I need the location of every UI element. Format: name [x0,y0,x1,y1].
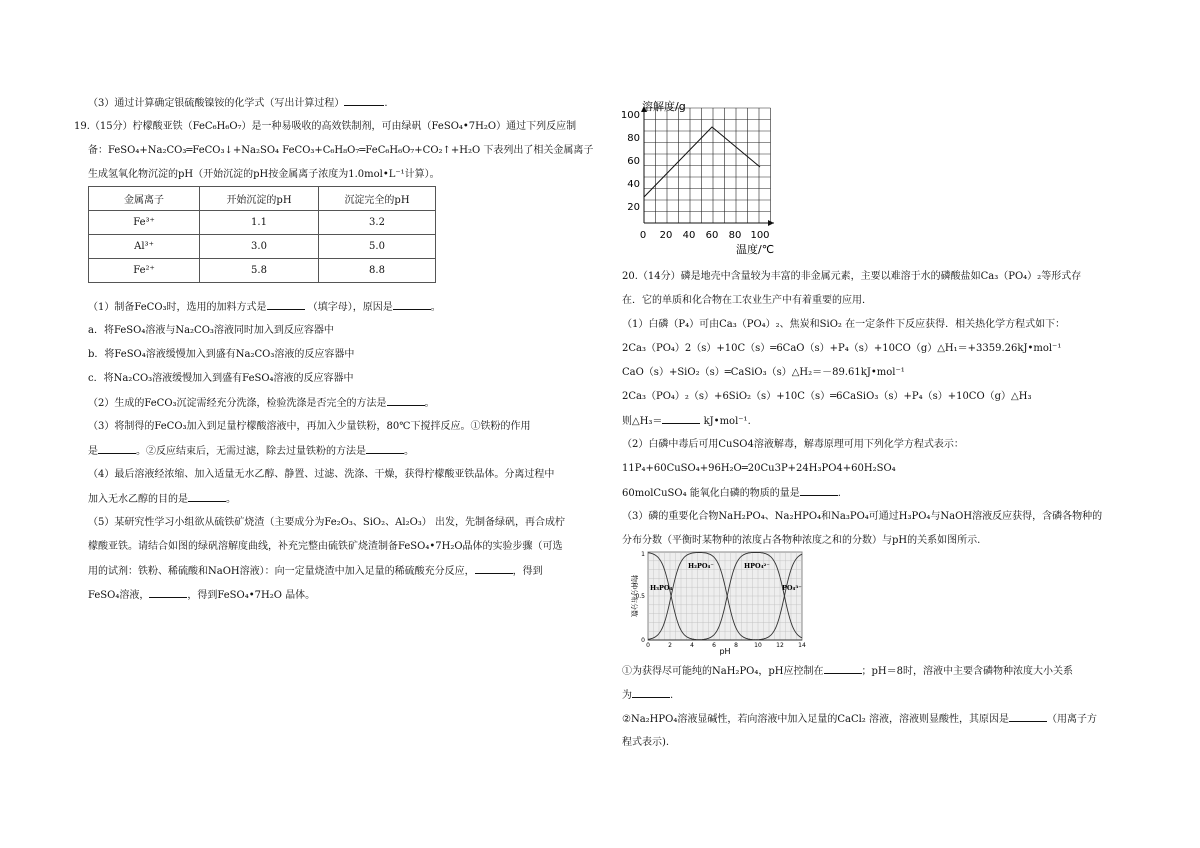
question-19-part-5: （5）某研究性学习小组欲从硫铁矿烧渣（主要成分为Fe₂O₃、SiO₂、Al₂O₃） 出发，先制备绿矾，再合成柠 [88,517,565,528]
y-tick-label: 0 [641,637,645,644]
answer-blank[interactable] [800,486,838,496]
question-20-part-1-ask [622,414,751,429]
table-cell: 3.0 [200,235,319,259]
question-20-part-3-ask-1-cont [622,688,673,703]
text: （填字母），原因是 [307,302,393,313]
text: 60molCuSO₄ 能氧化白磷的物质的量是 [622,488,800,499]
x-tick-label: 8 [734,642,738,649]
table-header: 金属离子 [89,187,200,211]
species-label: H₃PO₄ [650,584,673,592]
text: . [384,98,388,109]
text: 。 [430,302,441,313]
question-19-intro-1: 19.（15分）柠檬酸亚铁（FeC₆H₆O₇）是一种易吸收的高效铁制剂，可由绿矾（FeSO₄•7H₂O）通过下列反应制 [74,121,577,132]
question-20-part-3-cont: 分布分数（平衡时某物种的浓度占各物种浓度之和的分数）与pH的关系如图所示. [622,535,981,546]
question-19-part-2 [88,396,435,411]
text: 。 [226,494,236,505]
chart-grid [644,108,771,223]
answer-blank[interactable] [475,564,513,574]
question-20-intro-1: 20.（14分）磷是地壳中含量较为丰富的非金属元素，主要以难溶于水的磷酸盐如Ca₃（PO₄）₂等形式存 [622,271,1082,282]
question-19-part-5-cont-2 [88,564,543,579]
x-tick-label: 12 [776,642,784,649]
question-20-part-2-ask [622,486,841,501]
answer-blank[interactable] [149,588,187,598]
text: 。 [404,446,414,457]
answer-blank[interactable] [824,664,862,674]
text: （3）通过计算确定银硫酸镍铵的化学式（写出计算过程） [88,98,345,109]
text: 加入无水乙醇的目的是 [88,494,188,505]
table-cell: Fe²⁺ [89,259,200,283]
table-cell: Fe³⁺ [89,211,200,235]
text: ②Na₂HPO₄溶液显碱性，若向溶液中加入足量的CaCl₂ 溶液，溶液则显酸性，其原因是 [622,714,1009,725]
y-tick-label: 0.5 [635,593,645,600]
question-19-part-5-cont-1: 檬酸亚铁。请结合如图的绿矾溶解度曲线，补充完整由硫铁矿烧渣制备FeSO₄•7H₂O晶体的实验步骤（可选 [88,541,563,552]
text: （2）生成的FeCO₃沉淀需经充分洗涤，检验洗涤是否完全的方法是 [88,398,387,409]
x-tick-label: 80 [728,230,742,241]
answer-blank[interactable] [632,688,670,698]
question-19-part-3-cont [88,444,414,459]
solubility-curve [644,127,760,197]
y-tick-label: 20 [627,202,640,213]
text: 。 [424,398,435,409]
answer-blank[interactable] [98,444,136,454]
equation-1: 2Ca₃（PO₄）2（s）+10C（s）═6CaO（s）+P₄（s）+10CO（g）△H₁＝+3359.26kJ•mol⁻¹ [622,343,1062,354]
table-header: 开始沉淀的pH [200,187,319,211]
question-19-part-4-cont [88,492,236,507]
equation-4: 11P₄+60CuSO₄+96H₂O═20Cu3P+24H₃PO4+60H₂SO₄ [622,463,896,474]
text: （用离子方 [1047,714,1097,725]
x-tick-label: 10 [754,642,762,649]
text: FeSO₄溶液， [88,590,150,601]
table-cell: 3.2 [319,211,436,235]
y-tick-label: 100 [620,110,640,121]
question-19-intro-3: 生成氢氧化物沉淀的pH（开始沉淀的pH按金属离子浓度为1.0mol•L⁻¹计算）。 [88,169,440,180]
question-19-intro-2: 备：FeSO₄+Na₂CO₃═FeCO₃↓+Na₂SO₄ FeCO₃+C₆H₈O₇═FeC₆H₆O₇+CO₂↑+H₂O 下表列出了相关金属离子 [88,145,594,156]
text: （1）制备FeCO₃时，选用的加料方式是 [88,302,267,313]
y-tick-label: 80 [627,133,640,144]
x-tick-label: 14 [798,642,806,649]
text: 用的试剂：铁粉、稀硫酸和NaOH溶液）：向一定量烧渣中加入足量的稀硫酸充分反应， [88,566,475,577]
option-b: b．将FeSO₄溶液缓慢加入到盛有Na₂CO₃溶液的反应容器中 [88,349,355,360]
table-cell: Al³⁺ [89,235,200,259]
question-19-part-4: （4）最后溶液经浓缩、加入适量无水乙醇、静置、过滤、洗涤、干燥，获得柠檬酸亚铁晶体。分离过程中 [88,469,555,480]
question-19-part-1 [88,300,441,315]
question-19-part-5-cont-3 [88,588,315,603]
y-tick-label: 1 [641,551,645,558]
text: 则△H₃＝ [622,416,663,427]
equation-3: 2Ca₃（PO₄）₂（s）+6SiO₂（s）+10C（s）═6CaSiO₃（s）+P₄（s）+10CO（g）△H₃ [622,391,1032,402]
answer-blank[interactable] [393,300,431,310]
x-tick-label: 6 [712,642,716,649]
answer-blank[interactable] [366,444,404,454]
table-cell: 5.0 [319,235,436,259]
x-axis-arrow [768,220,774,226]
question-20-part-3-ask-2 [622,712,1097,727]
text: 为 [622,690,632,701]
y-tick-label: 40 [627,179,640,190]
x-axis-label: 温度/℃ [736,243,775,256]
table-cell: 5.8 [200,259,319,283]
table-cell: 1.1 [200,211,319,235]
question-20-part-1: （1）白磷（P₄）可由Ca₃（PO₄）₂、焦炭和SiO₂ 在一定条件下反应获得．相关热化学方程式如下： [622,319,1066,330]
answer-blank[interactable] [188,492,226,502]
species-label: HPO₄²⁻ [744,562,770,570]
answer-blank[interactable] [1009,712,1047,722]
x-tick-label: 4 [690,642,694,649]
text: . [670,690,674,701]
text: kJ•mol⁻¹. [703,416,751,427]
table-header: 沉淀完全的pH [319,187,436,211]
text: ①为获得尽可能纯的NaH₂PO₄，pH应控制在 [622,666,824,677]
answer-blank[interactable] [662,414,700,424]
x-tick-label: 0 [646,642,650,649]
x-tick-label: 60 [705,230,719,241]
option-a: a．将FeSO₄溶液与Na₂CO₃溶液同时加入到反应容器中 [88,325,334,336]
metal-ion-ph-table [88,186,436,283]
answer-blank[interactable] [387,396,425,406]
x-tick-label: 20 [659,230,673,241]
question-20-part-3-ask-1 [622,664,1073,679]
y-axis-label: 溶解度/g [642,100,686,113]
x-tick-label: 100 [750,230,770,241]
y-axis-label: 物种分布分数 [630,575,638,617]
equation-2: CaO（s）+SiO₂（s）═CaSiO₃（s）△H₂＝－89.61kJ•mol⁻¹ [622,367,905,378]
text: ，得到 [512,566,543,577]
y-tick-label: 60 [627,156,640,167]
phosphate-distribution-chart [622,548,812,656]
text: ；pH＝8时，溶液中主要含磷物种浓度大小关系 [861,666,1073,677]
text: 是 [88,446,98,457]
text: 。②反应结束后，无需过滤，除去过量铁粉的方法是 [136,446,366,457]
question-20-part-3: （3）磷的重要化合物NaH₂PO₄、Na₂HPO₄和Na₃PO₄可通过H₃PO₄与NaOH溶液反应获得，含磷各物种的 [622,511,1103,522]
text: ，得到FeSO₄•7H₂O 晶体。 [187,590,316,601]
text: . [837,488,841,499]
question-18-part-3 [88,96,388,111]
question-20-part-2: （2）白磷中毒后可用CuSO4溶液解毒，解毒原理可用下列化学方程式表示： [622,439,964,450]
table-header-row [89,187,436,211]
species-label: H₂PO₄⁻ [688,562,714,570]
species-label: PO₄³⁻ [782,584,802,592]
x-tick-label: 40 [682,230,696,241]
x-axis-label: pH [719,647,731,656]
x-tick-label: 0 [639,230,647,241]
question-19-part-3: （3）将制得的FeCO₃加入到足量柠檬酸溶液中，再加入少量铁粉，80℃下搅拌反应。①铁粉的作用 [88,421,531,432]
table-cell: 8.8 [319,259,436,283]
question-20-part-3-ask-2-cont: 程式表示). [622,737,670,748]
answer-blank[interactable] [267,300,305,310]
x-tick-label: 2 [668,642,672,649]
question-20-intro-2: 在．它的单质和化合物在工农业生产中有着重要的应用． [622,295,872,306]
option-c: c．将Na₂CO₃溶液缓慢加入到盛有FeSO₄溶液的反应容器中 [88,373,354,384]
table-row [89,211,436,235]
answer-blank[interactable] [344,96,384,106]
table-row [89,259,436,283]
table-row [89,235,436,259]
solubility-curve-chart [614,96,784,258]
